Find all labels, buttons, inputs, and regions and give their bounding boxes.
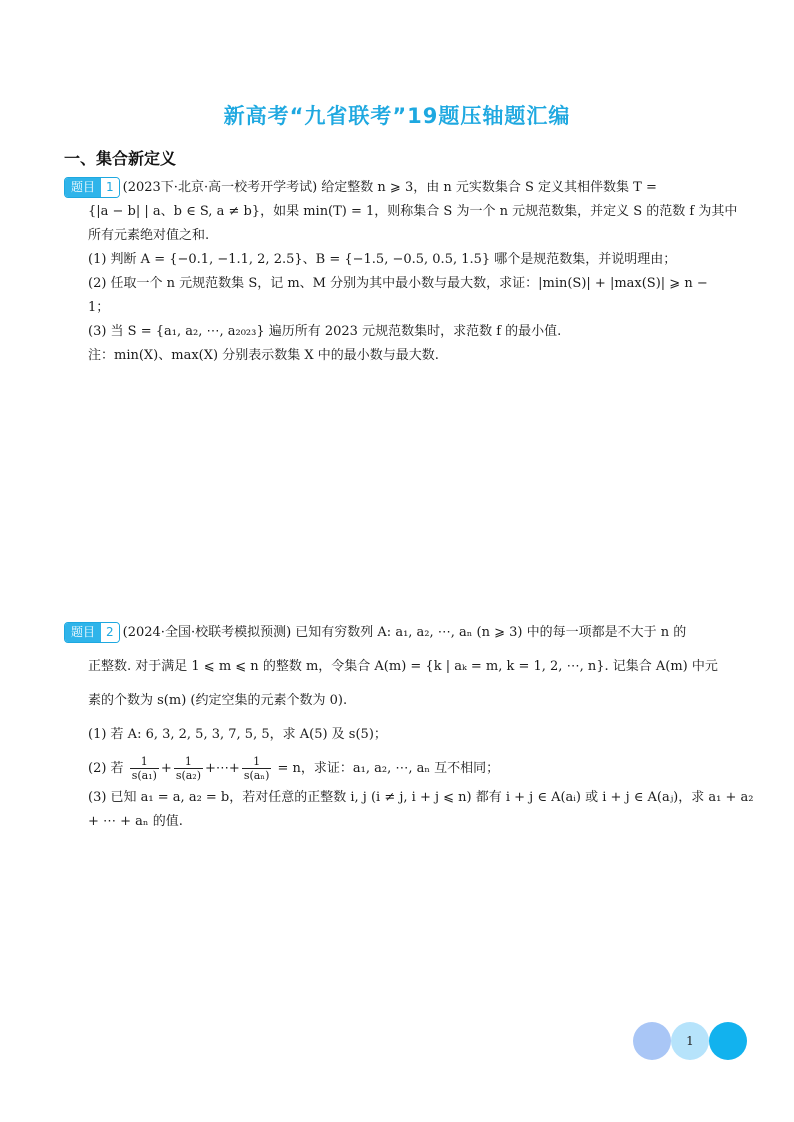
problem-1-note: 注：min(X)、max(X) 分别表示数集 X 中的最小数与最大数. xyxy=(88,348,439,363)
problem-2 xyxy=(64,616,754,834)
q2-suffix: = n，求证：a₁, a₂, ⋯, aₙ 互不相同； xyxy=(277,761,500,776)
problem-badge xyxy=(64,622,120,643)
page-title: 新高考“九省联考”19题压轴题汇编 xyxy=(223,104,571,128)
problem-1-line-2: {|a − b| | a、b ∈ S, a ≠ b}，如果 min(T) = 1，则称集合 S 为一个 n 元规范数集，并定义 S 的范数 f 为其中 xyxy=(88,204,738,219)
badge-label: 题目 xyxy=(65,178,101,197)
badge-number: 2 xyxy=(101,623,119,642)
problem-2-line-2: 正整数. 对于满足 1 ⩽ m ⩽ n 的整数 m，令集合 A(m) = {k | aₖ = m, k = 1, 2, ⋯, n}. 记集合 A(m) 中元 xyxy=(88,659,718,674)
q2-prefix: (2) 若 xyxy=(88,761,124,776)
problem-2-q2 xyxy=(64,752,734,786)
ellipsis-sum: +⋯+ xyxy=(205,761,240,776)
section-heading: 一、集合新定义 xyxy=(64,149,177,168)
problem-2-q1: (1) 若 A: 6, 3, 2, 5, 3, 7, 5, 5，求 A(5) 及 s(5)； xyxy=(88,727,387,742)
fraction-1 xyxy=(130,755,159,782)
badge-number: 1 xyxy=(101,178,119,197)
problem-1-q2: (2) 任取一个 n 元规范数集 S，记 m、M 分别为其中最小数与最大数，求证：|min(S)| + |max(S)| ⩾ n − xyxy=(88,276,708,291)
fraction-numerator: 1 xyxy=(174,755,203,769)
plus-sign: + xyxy=(160,761,172,776)
problem-1-q1: (1) 判断 A = {−0.1, −1.1, 2, 2.5}、B = {−1.5, −0.5, 0.5, 1.5} 哪个是规范数集，并说明理由； xyxy=(88,252,677,267)
problem-1-line-1 xyxy=(64,176,734,200)
fraction-numerator: 1 xyxy=(242,755,272,769)
badge-label: 题目 xyxy=(65,623,101,642)
problem-1-q3: (3) 当 S = {a₁, a₂, ⋯, a₂₀₂₃} 遍历所有 2023 元规范数集时，求范数 f 的最小值. xyxy=(88,324,562,339)
problem-1-line-3: 所有元素绝对值之和. xyxy=(88,228,210,243)
fraction-denominator: s(a₂) xyxy=(175,769,202,782)
problem-2-line-1 xyxy=(64,616,734,650)
problem-1 xyxy=(64,176,738,368)
fraction-2 xyxy=(174,755,203,782)
page-number-badge xyxy=(633,1022,747,1062)
fraction-denominator: s(aₙ) xyxy=(243,769,270,782)
decor-circle-right xyxy=(709,1022,747,1060)
problem-2-line-3: 素的个数为 s(m) (约定空集的元素个数为 0). xyxy=(88,693,348,708)
problem-1-q2-cont: 1； xyxy=(88,300,110,315)
problem-2-q3: (3) 已知 a₁ = a, a₂ = b，若对任意的正整数 i, j (i ≠ j, i + j ⩽ n) 都有 i + j ∈ A(aᵢ) 或 i + j ∈ A(aⱼ)，求 a₁ + a₂ xyxy=(88,790,754,805)
fraction-numerator: 1 xyxy=(130,755,159,769)
problem-text: (2023下·北京·高一校考开学考试) 给定整数 n ⩾ 3，由 n 元实数集合 S 定义其相伴数集 T = xyxy=(122,180,657,195)
fraction-denominator: s(a₁) xyxy=(131,769,157,782)
problem-2-q3-cont: + ⋯ + aₙ 的值. xyxy=(88,814,183,829)
problem-badge xyxy=(64,177,120,198)
page-number: 1 xyxy=(671,1022,709,1060)
decor-circle-left xyxy=(633,1022,671,1060)
fraction-n xyxy=(242,755,272,782)
problem-text: (2024·全国·校联考模拟预测) 已知有穷数列 A: a₁, a₂, ⋯, aₙ (n ⩾ 3) 中的每一项都是不大于 n 的 xyxy=(122,625,687,640)
